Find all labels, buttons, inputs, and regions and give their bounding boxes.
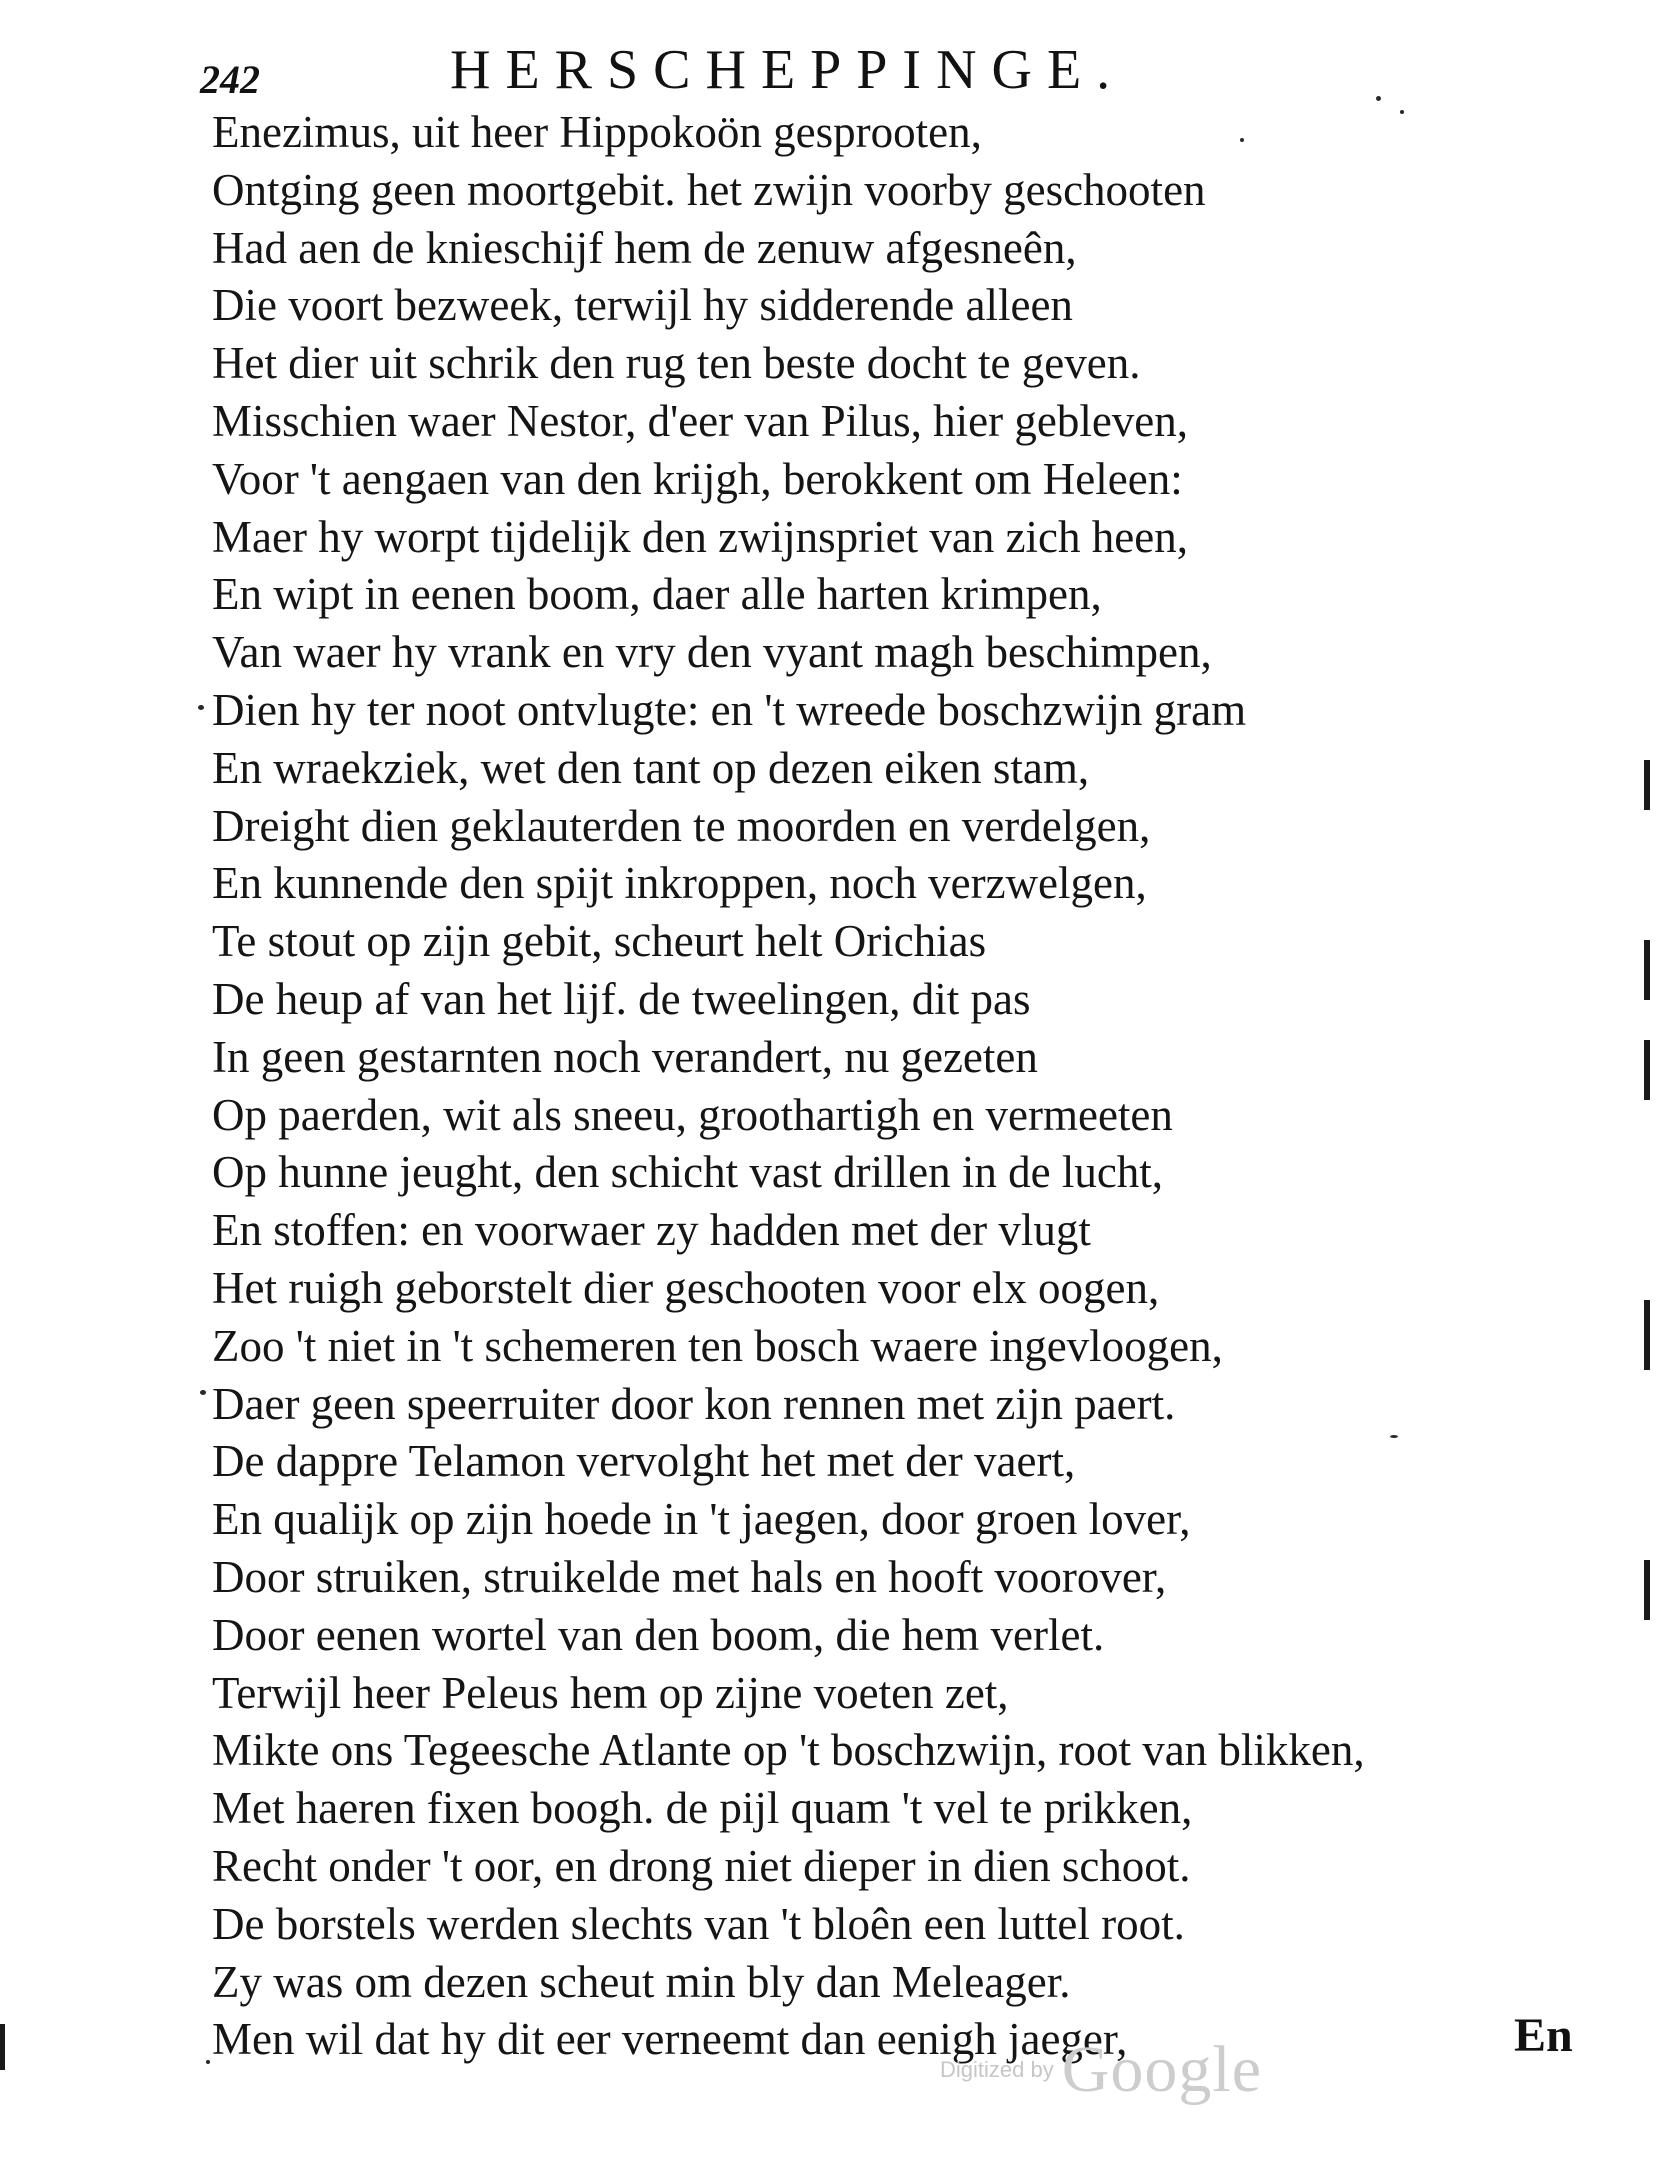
digitization-watermark [940,2032,1262,2122]
verse-line: Voor 't aengaen van den krijgh, berokkent om Heleen: [212,453,1183,504]
verse-line: Die voort bezweek, terwijl hy sidderende alleen [212,280,1073,331]
verse-line: De heup af van het lijf. de tweelingen, dit pas [212,973,1031,1024]
facing-page-edge-mark [1644,1560,1650,1620]
ink-speck [198,705,204,710]
verse-line: Maer hy worpt tijdelijk den zwijnspriet van zich heen, [212,511,1188,562]
running-title: HERSCHEPPINGE. [450,39,1126,101]
verse-line: Mikte ons Tegeesche Atlante op 't boschzwijn, root van blikken, [212,1725,1365,1776]
verse-line: Zoo 't niet in 't schemeren ten bosch waere ingevloogen, [212,1320,1223,1371]
verse-line: Op paerden, wit als sneeu, groothartigh en vermeeten [212,1089,1173,1140]
verse-line: Door struiken, struikelde met hals en hooft voorover, [212,1551,1167,1602]
watermark-prefix: Digitized by [940,2057,1054,2082]
verse-line: En kunnende den spijt inkroppen, noch verzwelgen, [212,858,1147,909]
facing-page-edge-mark [1644,1040,1650,1100]
verse-line: Met haeren fixen boogh. de pijl quam 't vel te prikken, [212,1783,1193,1834]
facing-page-edge-mark [1644,940,1650,1000]
verse-line: Misschien waer Nestor, d'eer van Pilus, hier gebleven, [212,395,1189,446]
facing-page-edge-mark [1644,1300,1650,1370]
verse-line: Terwijl heer Peleus hem op zijne voeten zet, [212,1667,1009,1718]
verse-line: Had aen de knieschijf hem de zenuw afgesneên, [212,222,1077,273]
verse-block [212,104,1602,2069]
verse-line: Enezimus, uit heer Hippokoön gesprooten, [212,107,982,157]
ink-speck [200,1390,206,1395]
verse-line: De borstels werden slechts van 't bloên een luttel root. [212,1898,1185,1949]
verse-line: Daer geen speerruiter door kon rennen met zijn paert. [212,1378,1176,1429]
verse-line: En qualijk op zijn hoede in 't jaegen, door groen lover, [212,1494,1191,1545]
verse-line: En wraekziek, wet den tant op dezen eiken stam, [212,742,1090,793]
verse-line: Het dier uit schrik den rug ten beste docht te geven. [212,338,1141,389]
verse-line: Dreight dien geklauterden te moorden en verdelgen, [212,800,1151,851]
verse-line: In geen gestarnten noch verandert, nu gezeten [212,1031,1038,1082]
verse-line: Door eenen wortel van den boom, die hem verlet. [212,1609,1105,1660]
ink-speck [1376,96,1381,101]
ink-speck [1390,1435,1398,1438]
ink-speck [206,2060,210,2064]
facing-page-edge-mark [1644,760,1650,810]
ink-speck [1240,138,1244,142]
verse-line: Te stout op zijn gebit, scheurt helt Orichias [212,916,987,967]
catchword: En [1514,2009,1573,2062]
ink-speck [1400,110,1404,114]
verse-line: En stoffen: en voorwaer zy hadden met der vlugt [212,1205,1091,1256]
page-number: 242 [200,57,260,102]
verse-line: Recht onder 't oor, en drong niet dieper in dien schoot. [212,1840,1191,1891]
google-logo: Google [1061,2033,1263,2106]
verse-line: Men wil dat hy dit eer verneemt dan eenigh jaeger, [212,2014,1128,2065]
verse-line: En wipt in eenen boom, daer alle harten krimpen, [212,569,1102,620]
verse-line: Dien hy ter noot ontvlugte: en 't wreede boschzwijn gram [212,684,1247,735]
left-edge-mark [0,2024,5,2070]
verse-line: Zy was om dezen scheut min bly dan Meleager. [212,1956,1071,2007]
verse-line: Op hunne jeught, den schicht vast drillen in de lucht, [212,1147,1164,1198]
page-header [200,38,1350,108]
verse-line: De dappre Telamon vervolght het met der vaert, [212,1436,1076,1487]
verse-line: Ontging geen moortgebit. het zwijn voorby geschooten [212,164,1206,215]
verse-line: Van waer hy vrank en vry den vyant magh beschimpen, [212,627,1212,678]
verse-line: Het ruigh geborstelt dier geschooten voor elx oogen, [212,1262,1160,1313]
